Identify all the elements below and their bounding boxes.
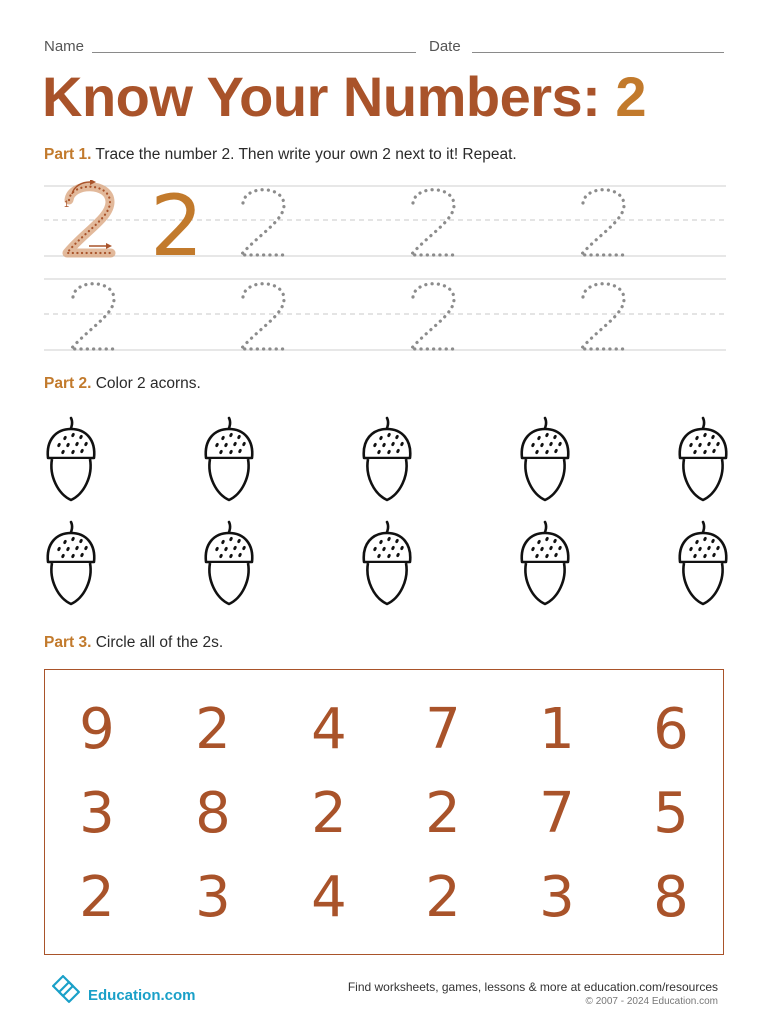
number-cell[interactable]: 6 (653, 697, 689, 762)
footer-tagline: Find worksheets, games, lessons & more at education.com/resources (347, 980, 718, 994)
number-cell[interactable]: 4 (311, 697, 347, 762)
tracing-area[interactable] (44, 180, 726, 355)
acorn-icon[interactable] (44, 518, 98, 608)
name-date-row (44, 38, 724, 56)
trace-digit[interactable] (241, 284, 285, 349)
part2-instruction: Color 2 acorns. (95, 375, 201, 392)
part3-instruction: Circle all of the 2s. (95, 634, 224, 651)
model-digit: 2 (150, 180, 204, 275)
part3-heading (44, 634, 223, 652)
number-cell[interactable]: 2 (425, 781, 461, 846)
acorn-icon[interactable] (360, 414, 414, 504)
date-label: Date (429, 38, 461, 55)
circle-the-number-box (44, 669, 724, 955)
acorn-icon[interactable] (676, 518, 730, 608)
number-cell[interactable]: 3 (79, 781, 115, 846)
part2-tag: Part 2. (44, 375, 92, 392)
part1-tag: Part 1. (44, 146, 92, 163)
number-cell[interactable]: 8 (195, 781, 231, 846)
number-cell[interactable]: 4 (311, 865, 347, 930)
part2-heading (44, 375, 201, 393)
name-field[interactable] (92, 52, 416, 53)
trace-digit[interactable] (411, 190, 455, 255)
number-cell[interactable]: 9 (79, 697, 115, 762)
trace-digit[interactable] (581, 190, 625, 255)
trace-digit[interactable] (71, 284, 115, 349)
acorn-icon[interactable] (44, 414, 98, 504)
acorn-icon[interactable] (676, 414, 730, 504)
part1-instruction: Trace the number 2. Then write your own 2 next to it! Repeat. (95, 146, 517, 163)
model-trace-digit (67, 180, 112, 253)
acorn-icon[interactable] (518, 414, 572, 504)
stroke-step-number: 1 (64, 199, 70, 209)
number-cell[interactable]: 2 (311, 781, 347, 846)
acorn-icon[interactable] (202, 414, 256, 504)
date-field[interactable] (472, 52, 724, 53)
number-cell[interactable]: 2 (79, 865, 115, 930)
name-label: Name (44, 38, 85, 55)
title-number: 2 (615, 65, 647, 128)
page-title (42, 64, 646, 129)
number-cell[interactable]: 7 (539, 781, 575, 846)
number-cell[interactable]: 5 (653, 781, 689, 846)
acorn-icon[interactable] (360, 518, 414, 608)
trace-digit[interactable] (241, 190, 285, 255)
trace-digit[interactable] (411, 284, 455, 349)
number-cell[interactable]: 3 (539, 865, 575, 930)
number-cell[interactable]: 2 (425, 865, 461, 930)
number-cell[interactable]: 3 (195, 865, 231, 930)
trace-digit[interactable] (581, 284, 625, 349)
number-cell[interactable]: 1 (539, 697, 575, 762)
education-logo-icon (52, 975, 84, 1007)
number-cell[interactable]: 8 (653, 865, 689, 930)
number-cell[interactable]: 2 (195, 697, 231, 762)
education-logo[interactable] (52, 975, 222, 1009)
brand-name: Education.com (88, 987, 196, 1004)
title-text: Know Your Numbers: (42, 65, 616, 128)
part3-tag: Part 3. (44, 634, 92, 651)
number-cell[interactable]: 7 (425, 697, 461, 762)
footer-copyright: © 2007 - 2024 Education.com (585, 996, 718, 1007)
acorn-icon[interactable] (202, 518, 256, 608)
part1-heading (44, 146, 517, 164)
acorn-icon[interactable] (518, 518, 572, 608)
